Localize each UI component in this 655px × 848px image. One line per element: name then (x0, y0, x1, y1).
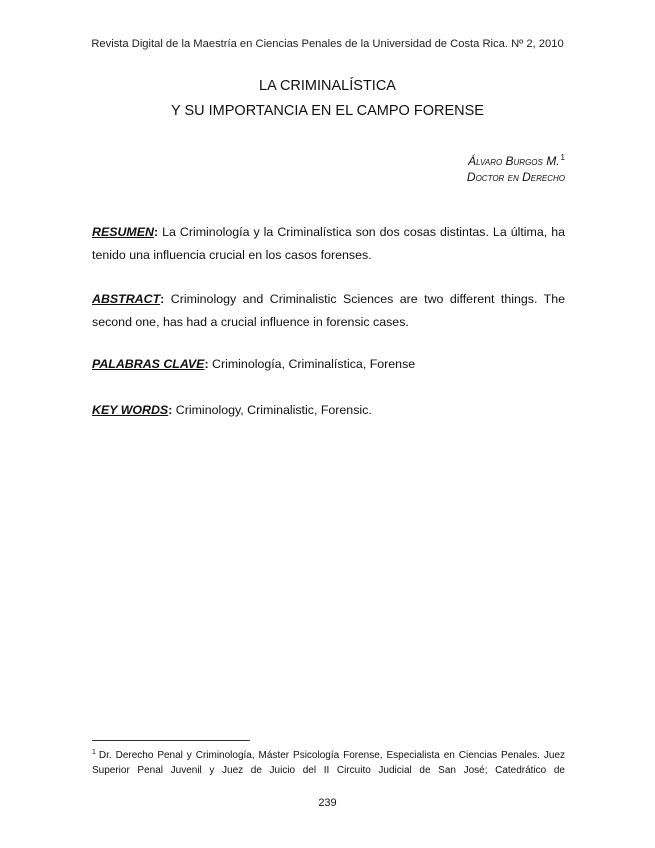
author-block (467, 150, 565, 185)
key-words-text: Criminology, Criminalistic, Forensic. (172, 403, 372, 417)
resumen-paragraph (92, 221, 565, 267)
resumen-text: La Criminología y la Criminalística son dos cosas distintas. La última, ha tenido una influencia crucial en los casos forenses. (92, 225, 565, 262)
abstract-colon: : (160, 292, 165, 306)
footnote-mark: 1 (92, 749, 96, 756)
footnote-text: Dr. Derecho Penal y Criminología, Máster Psicología Forense, Especialista en Ciencias Penales. Juez Superior Penal Juvenil y Juez de Juicio del II Circuito Judicial de San José; Catedrático de (92, 750, 565, 776)
running-header: Revista Digital de la Maestría en Ciencias Penales de la Universidad de Costa Rica. Nº 2, 2010 (91, 38, 564, 50)
article-title-line-1: LA CRIMINALÍSTICA (259, 78, 396, 94)
key-words-label: KEY WORDS (92, 403, 169, 417)
abstract-label: ABSTRACT (92, 292, 161, 306)
author-name-line (467, 150, 565, 169)
abstract-paragraph (92, 288, 565, 334)
resumen-colon: : (153, 225, 159, 239)
palabras-clave-label: PALABRAS CLAVE (92, 357, 205, 371)
article-title-line-2: Y SU IMPORTANCIA EN EL CAMPO FORENSE (171, 103, 484, 119)
author-name: Álvaro Burgos M. (467, 154, 560, 168)
abstract-text: Criminology and Criminalistic Sciences are two different things. The second one, has had a crucial influence in forensic cases. (92, 292, 565, 329)
key-words-paragraph (92, 399, 565, 422)
palabras-clave-paragraph (92, 353, 565, 376)
key-words-colon: : (168, 403, 173, 417)
footnote-separator (92, 740, 250, 741)
page-number: 239 (318, 797, 337, 809)
footnote (92, 745, 565, 778)
author-degree: Doctor en Derecho (466, 170, 565, 184)
palabras-clave-colon: : (204, 357, 209, 371)
resumen-label: RESUMEN (92, 225, 154, 239)
palabras-clave-text: Criminología, Criminalística, Forense (208, 357, 416, 371)
author-footnote-mark: 1 (560, 153, 565, 162)
